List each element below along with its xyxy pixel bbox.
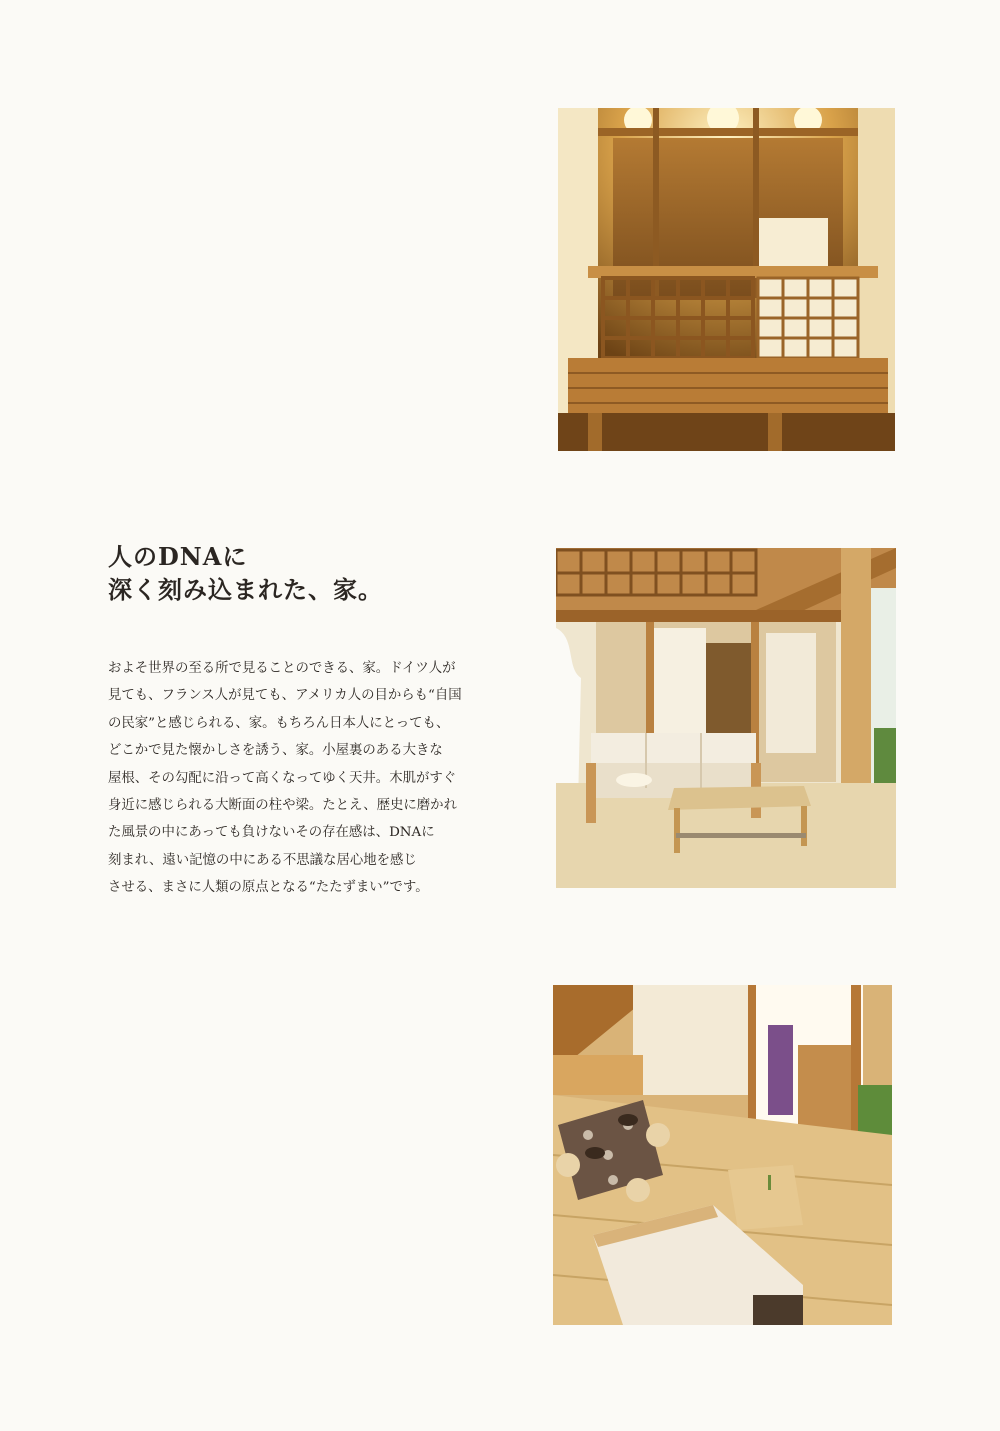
living-room-photo xyxy=(556,548,896,888)
body-line: およそ世界の至る所で見ることのできる、家。ドイツ人が xyxy=(108,661,456,676)
body-line: どこかで見た懐かしさを誘う、家。小屋裏のある大きな xyxy=(108,743,443,759)
body-text xyxy=(108,655,462,902)
headline xyxy=(108,540,383,606)
body-line: の民家”と感じられる、家。もちろん日本人にとっても、 xyxy=(108,715,450,731)
body-line: 身近に感じられる大断面の柱や梁。たとえ、歴史に磨かれ xyxy=(108,798,457,814)
headline-line: 深く刻み込まれた、家。 xyxy=(108,575,383,604)
headline-line: 人のDNAに xyxy=(108,542,248,571)
body-line: 屋根、その勾配に沿って高くなってゆく天井。木肌がすぐ xyxy=(108,770,457,786)
body-line: 刻まれ、遠い記憶の中にある不思議な居心地を感じ xyxy=(108,852,417,868)
body-line: 見ても、フランス人が見ても、アメリカ人の目からも“自国 xyxy=(108,688,462,704)
overhead-room-photo xyxy=(553,985,892,1325)
body-line: た風景の中にあっても負けないその存在感は、DNAに xyxy=(108,825,435,841)
loft-ceiling-photo xyxy=(558,108,895,451)
body-line: させる、まさに人類の原点となる“たたずまい”です。 xyxy=(108,880,429,896)
